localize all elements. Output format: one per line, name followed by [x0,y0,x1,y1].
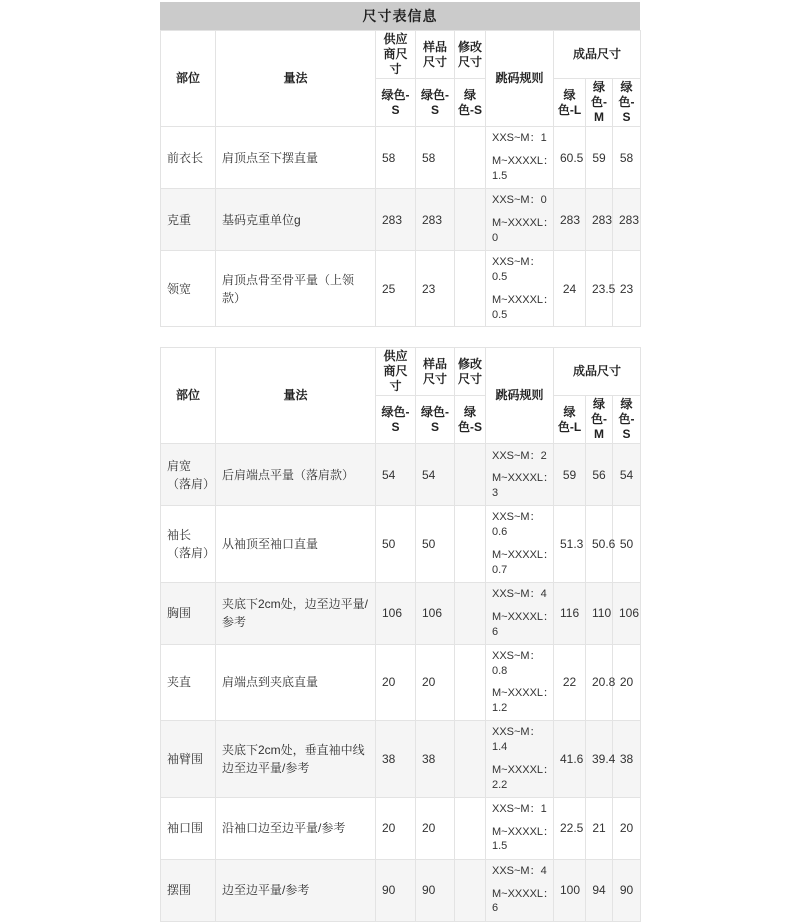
page-title: 尺寸表信息 [160,2,640,30]
cell-finished-l: 60.5 [554,127,586,189]
cell-finished-l: 116 [554,582,586,644]
cell-finished-s: 54 [613,444,641,506]
cell-sample-size: 38 [416,721,455,797]
cell-method: 基码克重单位g [216,189,376,251]
jump-rule-line: M~XXXXL：3 [492,472,555,500]
col-header-jump-rule: 跳码规则 [486,31,554,127]
cell-finished-s: 38 [613,721,641,797]
cell-modify-size [455,506,486,582]
table-row [161,721,641,797]
cell-jump-rule [486,721,554,797]
jump-rule-line: M~XXXXL：0.5 [492,293,555,321]
cell-jump-rule [486,859,554,921]
jump-rule-line: XXS~M：1.4 [492,726,541,753]
cell-sample-size: 20 [416,797,455,859]
cell-part: 摆围 [161,859,216,921]
jump-rule-line: XXS~M：0 [492,194,547,207]
cell-modify-size [455,721,486,797]
jump-rule-line: XXS~M：4 [492,864,547,877]
cell-modify-size [455,644,486,720]
subcol-finished-green-s: 绿色-S [613,79,641,127]
jump-rule-line: XXS~M：0.6 [492,511,541,539]
cell-method: 从袖顶至袖口直量 [216,506,376,582]
col-header-method: 量法 [216,31,376,127]
cell-finished-l: 22 [554,644,586,720]
col-header-part: 部位 [161,31,216,127]
cell-supplier-size: 106 [376,582,416,644]
cell-finished-m: 94 [586,859,613,921]
cell-finished-m: 23.5 [586,251,613,327]
cell-supplier-size: 54 [376,444,416,506]
cell-sample-size: 283 [416,189,455,251]
cell-sample-size: 20 [416,644,455,720]
subcol-supplier-green-s: 绿色-S [376,79,416,127]
cell-supplier-size: 90 [376,859,416,921]
subcol-modify-green-s: 绿色-S [455,396,486,444]
cell-supplier-size: 38 [376,721,416,797]
subcol-finished-green-m: 绿色-M [586,396,613,444]
table-row [161,444,641,506]
cell-finished-s: 58 [613,127,641,189]
table-row [161,582,641,644]
col-header-modify-size: 修改尺寸 [455,31,486,79]
cell-jump-rule [486,644,554,720]
col-header-finished-size: 成品尺寸 [554,348,641,396]
cell-jump-rule [486,582,554,644]
cell-jump-rule [486,251,554,327]
jump-rule-line: M~XXXXL：6 [492,887,555,915]
cell-method: 夹底下2cm处，边至边平量/参考 [216,582,376,644]
cell-modify-size [455,444,486,506]
cell-method: 边至边平量/参考 [216,859,376,921]
subcol-finished-green-l: 绿色-L [554,79,586,127]
cell-finished-l: 51.3 [554,506,586,582]
cell-finished-m: 110 [586,582,613,644]
table-row [161,127,641,189]
cell-part: 克重 [161,189,216,251]
header-row [161,31,641,79]
subcol-sample-green-s: 绿色-S [416,79,455,127]
cell-sample-size: 23 [416,251,455,327]
cell-finished-s: 283 [613,189,641,251]
cell-finished-m: 39.4 [586,721,613,797]
col-header-modify-size: 修改尺寸 [455,348,486,396]
jump-rule-line: M~XXXXL：0 [492,217,555,244]
cell-finished-l: 283 [554,189,586,251]
subcol-finished-green-m: 绿色-M [586,79,613,127]
cell-supplier-size: 20 [376,797,416,859]
jump-rule-line: XXS~M：1 [492,132,547,145]
cell-finished-l: 59 [554,444,586,506]
size-table-2 [160,347,641,921]
col-header-sample-size: 样品尺寸 [416,31,455,79]
cell-finished-m: 20.8 [586,644,613,720]
cell-jump-rule [486,127,554,189]
cell-finished-l: 24 [554,251,586,327]
cell-finished-m: 283 [586,189,613,251]
subcol-finished-green-l: 绿色-L [554,396,586,444]
cell-finished-l: 100 [554,859,586,921]
jump-rule-line: M~XXXXL：1.5 [492,825,555,853]
table-row [161,506,641,582]
subcol-modify-green-s: 绿色-S [455,79,486,127]
cell-modify-size [455,797,486,859]
cell-method: 肩端点到夹底直量 [216,644,376,720]
cell-part: 胸围 [161,582,216,644]
cell-method: 肩顶点骨至骨平量（上领款） [216,251,376,327]
cell-supplier-size: 20 [376,644,416,720]
col-header-jump-rule: 跳码规则 [486,348,554,444]
table-row [161,644,641,720]
cell-finished-s: 20 [613,644,641,720]
col-header-supplier-size: 供应商尺寸 [376,31,416,79]
col-header-sample-size: 样品尺寸 [416,348,455,396]
jump-rule-line: M~XXXXL：1.2 [492,687,555,715]
col-header-finished-size: 成品尺寸 [554,31,641,79]
size-table-1 [160,30,641,327]
cell-finished-s: 106 [613,582,641,644]
jump-rule-line: XXS~M：0.5 [492,256,541,283]
jump-rule-line: XXS~M：0.8 [492,649,541,677]
jump-rule-line: XXS~M：2 [492,449,547,462]
cell-part: 前衣长 [161,127,216,189]
col-header-supplier-size: 供应商尺寸 [376,348,416,396]
cell-method: 肩顶点至下摆直量 [216,127,376,189]
subcol-finished-green-s: 绿色-S [613,396,641,444]
table-row [161,189,641,251]
cell-supplier-size: 25 [376,251,416,327]
cell-sample-size: 58 [416,127,455,189]
jump-rule-line: M~XXXXL：6 [492,610,555,638]
cell-part: 夹直 [161,644,216,720]
cell-jump-rule [486,444,554,506]
col-header-method: 量法 [216,348,376,444]
jump-rule-line: M~XXXXL：0.7 [492,549,555,576]
cell-modify-size [455,859,486,921]
cell-modify-size [455,582,486,644]
header-row [161,348,641,396]
table-row [161,251,641,327]
cell-modify-size [455,189,486,251]
cell-finished-s: 90 [613,859,641,921]
table-row [161,859,641,921]
jump-rule-line: XXS~M：1 [492,802,547,815]
subcol-sample-green-s: 绿色-S [416,396,455,444]
cell-finished-m: 50.6 [586,506,613,582]
cell-modify-size [455,251,486,327]
size-chart-panel [160,2,640,922]
cell-finished-m: 21 [586,797,613,859]
cell-finished-s: 23 [613,251,641,327]
cell-sample-size: 106 [416,582,455,644]
jump-rule-line: M~XXXXL：1.5 [492,155,555,182]
cell-method: 后肩端点平量（落肩款） [216,444,376,506]
cell-method: 沿袖口边至边平量/参考 [216,797,376,859]
jump-rule-line: XXS~M：4 [492,587,547,600]
cell-sample-size: 54 [416,444,455,506]
cell-jump-rule [486,506,554,582]
jump-rule-line: M~XXXXL：2.2 [492,763,555,791]
cell-part: 袖长（落肩） [161,506,216,582]
cell-part: 袖臂围 [161,721,216,797]
cell-modify-size [455,127,486,189]
subcol-supplier-green-s: 绿色-S [376,396,416,444]
col-header-part: 部位 [161,348,216,444]
table-row [161,797,641,859]
cell-part: 领宽 [161,251,216,327]
cell-supplier-size: 58 [376,127,416,189]
cell-finished-s: 50 [613,506,641,582]
cell-sample-size: 90 [416,859,455,921]
cell-supplier-size: 50 [376,506,416,582]
cell-finished-l: 41.6 [554,721,586,797]
cell-supplier-size: 283 [376,189,416,251]
cell-jump-rule [486,189,554,251]
cell-finished-m: 59 [586,127,613,189]
cell-part: 肩宽（落肩） [161,444,216,506]
cell-method: 夹底下2cm处，垂直袖中线边至边平量/参考 [216,721,376,797]
cell-part: 袖口围 [161,797,216,859]
cell-finished-s: 20 [613,797,641,859]
cell-finished-l: 22.5 [554,797,586,859]
cell-sample-size: 50 [416,506,455,582]
cell-jump-rule [486,797,554,859]
cell-finished-m: 56 [586,444,613,506]
